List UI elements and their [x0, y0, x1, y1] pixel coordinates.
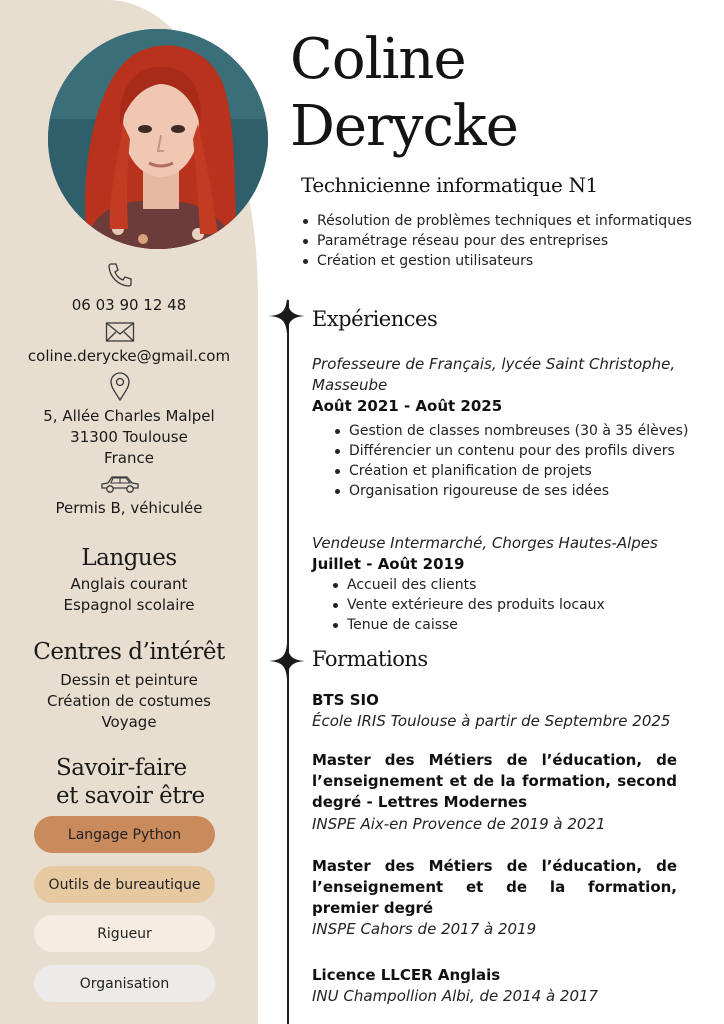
list-item: Organisation rigoureuse de ses idées	[333, 481, 688, 501]
interests-heading: Centres d’intérêt	[33, 639, 225, 665]
list-item: Résolution de problèmes techniques et informatiques	[301, 211, 692, 231]
driving-license: Permis B, véhiculée	[55, 499, 203, 517]
list-item: Accueil des clients	[331, 575, 605, 595]
job-period: Juillet - Août 2019	[312, 555, 465, 573]
list-item: Création et gestion utilisateurs	[301, 251, 692, 271]
skill-pill-office-tools: Outils de bureautique	[34, 866, 215, 903]
formation-title: Master des Métiers de l’éducation, de l’enseignement et de la formation, premier degré	[312, 857, 677, 917]
soft-skills-heading-1: Savoir-faire	[56, 755, 187, 781]
list-item: Paramétrage réseau pour des entreprises	[301, 231, 692, 251]
sparkle-icon	[269, 298, 305, 334]
location-pin-icon	[109, 372, 131, 402]
formation-detail: INSPE Cahors de 2017 à 2019	[312, 920, 537, 938]
formation-title: Licence LLCER Anglais	[312, 966, 501, 984]
address-line-1: 5, Allée Charles Malpel	[43, 407, 215, 425]
languages-heading: Langues	[81, 545, 177, 571]
sparkle-icon	[269, 643, 305, 679]
formation-detail: INSPE Aix-en Provence de 2019 à 2021	[312, 815, 606, 833]
language-item: Espagnol scolaire	[63, 596, 195, 614]
car-icon	[100, 473, 140, 495]
profile-skills-list	[301, 211, 692, 271]
address-line-3: France	[104, 449, 154, 467]
job-tasks-list	[333, 421, 688, 501]
formation-title: Master des Métiers de l’éducation, de l’enseignement et de la formation, second degré - Lettres Modernes	[312, 751, 677, 811]
experiences-heading: Expériences	[312, 307, 438, 331]
last-name: Derycke	[290, 94, 518, 159]
soft-skills-heading-2: et savoir être	[56, 783, 205, 809]
list-item: Différencier un contenu pour des profils divers	[333, 441, 688, 461]
skill-pill-rigor: Rigueur	[34, 915, 215, 952]
job-role-line-1: Vendeuse Intermarché, Chorges Hautes-Alpes	[312, 534, 658, 552]
interest-item: Dessin et peinture	[60, 671, 198, 689]
profile-photo	[48, 29, 268, 249]
job-role-line-2: Masseube	[312, 376, 388, 394]
interest-item: Création de costumes	[46, 692, 212, 710]
interest-item: Voyage	[101, 713, 157, 731]
envelope-icon	[105, 321, 135, 343]
email-address[interactable]: coline.derycke@gmail.com	[27, 347, 231, 365]
portrait-image	[48, 29, 268, 249]
skill-pill-organisation: Organisation	[34, 965, 215, 1002]
address-line-2: 31300 Toulouse	[70, 428, 188, 446]
formation-title: BTS SIO	[312, 691, 379, 709]
language-item: Anglais courant	[70, 575, 188, 593]
list-item: Gestion de classes nombreuses (30 à 35 élèves)	[333, 421, 688, 441]
formation-detail: INU Champollion Albi, de 2014 à 2017	[312, 987, 599, 1005]
job-tasks-list	[331, 575, 605, 635]
list-item: Création et planification de projets	[333, 461, 688, 481]
list-item: Tenue de caisse	[331, 615, 605, 635]
phone-icon	[105, 260, 135, 290]
list-item: Vente extérieure des produits locaux	[331, 595, 605, 615]
formation-detail: École IRIS Toulouse à partir de Septembre 2025	[312, 712, 671, 730]
formations-heading: Formations	[312, 647, 428, 671]
job-title: Technicienne informatique N1	[301, 173, 598, 197]
first-name: Coline	[290, 27, 466, 92]
job-role-line-1: Professeure de Français, lycée Saint Christophe,	[312, 355, 676, 373]
phone-number[interactable]: 06 03 90 12 48	[71, 296, 187, 314]
skill-pill-python: Langage Python	[34, 816, 215, 853]
job-period: Août 2021 - Août 2025	[312, 397, 503, 415]
